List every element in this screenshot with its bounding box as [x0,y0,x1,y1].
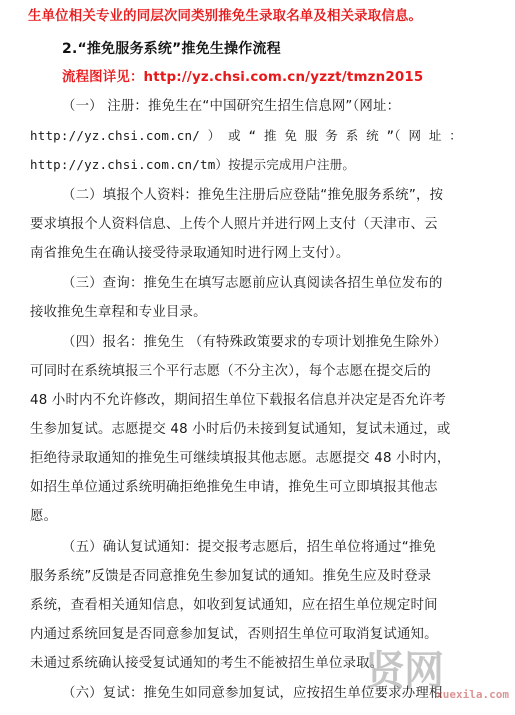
paragraph-line: 拒绝待录取通知的推免生可继续填报其他志愿。志愿提交 48 小时内， [30,451,451,466]
paragraph-line: 未通过系统确认接受复试通知的考生不能被招生单位录取。 [30,656,384,671]
paragraph-line: 48 小时内不允许修改，期间招生单位下载报名信息并决定是否允许考 [30,393,447,408]
watermark-url: xuexila.com [436,688,509,701]
paragraph-line: 生参加复试。志愿提交 48 小时后仍未接到复试通知，复试未通过，或 [30,422,451,437]
paragraph-line: （一） 注册：推免生在“中国研究生招生信息网”（网址： [62,99,401,114]
paragraph-line: 服务系统”反馈是否同意推免生参加复试的通知。推免生应及时登录 [30,569,432,584]
paragraph-line: （六）复试：推免生如同意参加复试，应按招生单位要求办理相 [62,686,443,701]
paragraph-line: 南省推免生在确认接受待录取通知时进行网上支付）。 [30,246,350,261]
paragraph-line: http://yz.chsi.com.cn/ ） 或 “ 推 免 服 务 系 统 ”（ 网 址 ： [30,128,462,143]
section-heading: 2.“推免服务系统”推免生操作流程 [62,41,281,57]
paragraph-line: 愿。 [30,509,58,524]
paragraph-line: （四）报名：推免生 （有特殊政策要求的专项计划推免生除外） [62,335,447,350]
paragraph-line: 内通过系统回复是否同意参加复试，否则招生单位可取消复试通知。 [30,627,438,642]
paragraph-line: 要求填报个人资料信息、上传个人照片并进行网上支付（天津市、云 [30,217,438,232]
flowchart-link[interactable]: 流程图详见：http://yz.chsi.com.cn/yzzt/tmzn2015 [62,70,424,85]
paragraph-line: http://yz.chsi.com.cn/tm）按提示完成用户注册。 [30,157,356,172]
paragraph-line: （三）查询：推免生在填写志愿前应认真阅读各招生单位发布的 [62,276,443,291]
paragraph-line: 接收推免生章程和专业目录。 [30,305,207,320]
paragraph-line: 可同时在系统填报三个平行志愿（不分主次），每个志愿在提交后的 [30,364,432,379]
watermark-text: 贤网 [365,647,443,694]
paragraph-line: 如招生单位通过系统明确拒绝推免生申请，推免生可立即填报其他志 [30,480,438,495]
intro-line: 生单位相关专业的同层次同类别推免生录取名单及相关录取信息。 [28,9,423,24]
paragraph-line: 系统，查看相关通知信息，如收到复试通知，应在招生单位规定时间 [30,598,438,613]
paragraph-line: （五）确认复试通知：提交报考志愿后，招生单位将通过“推免 [62,540,437,555]
paragraph-line: （二）填报个人资料：推免生注册后应登陆“推免服务系统”，按 [62,188,444,203]
